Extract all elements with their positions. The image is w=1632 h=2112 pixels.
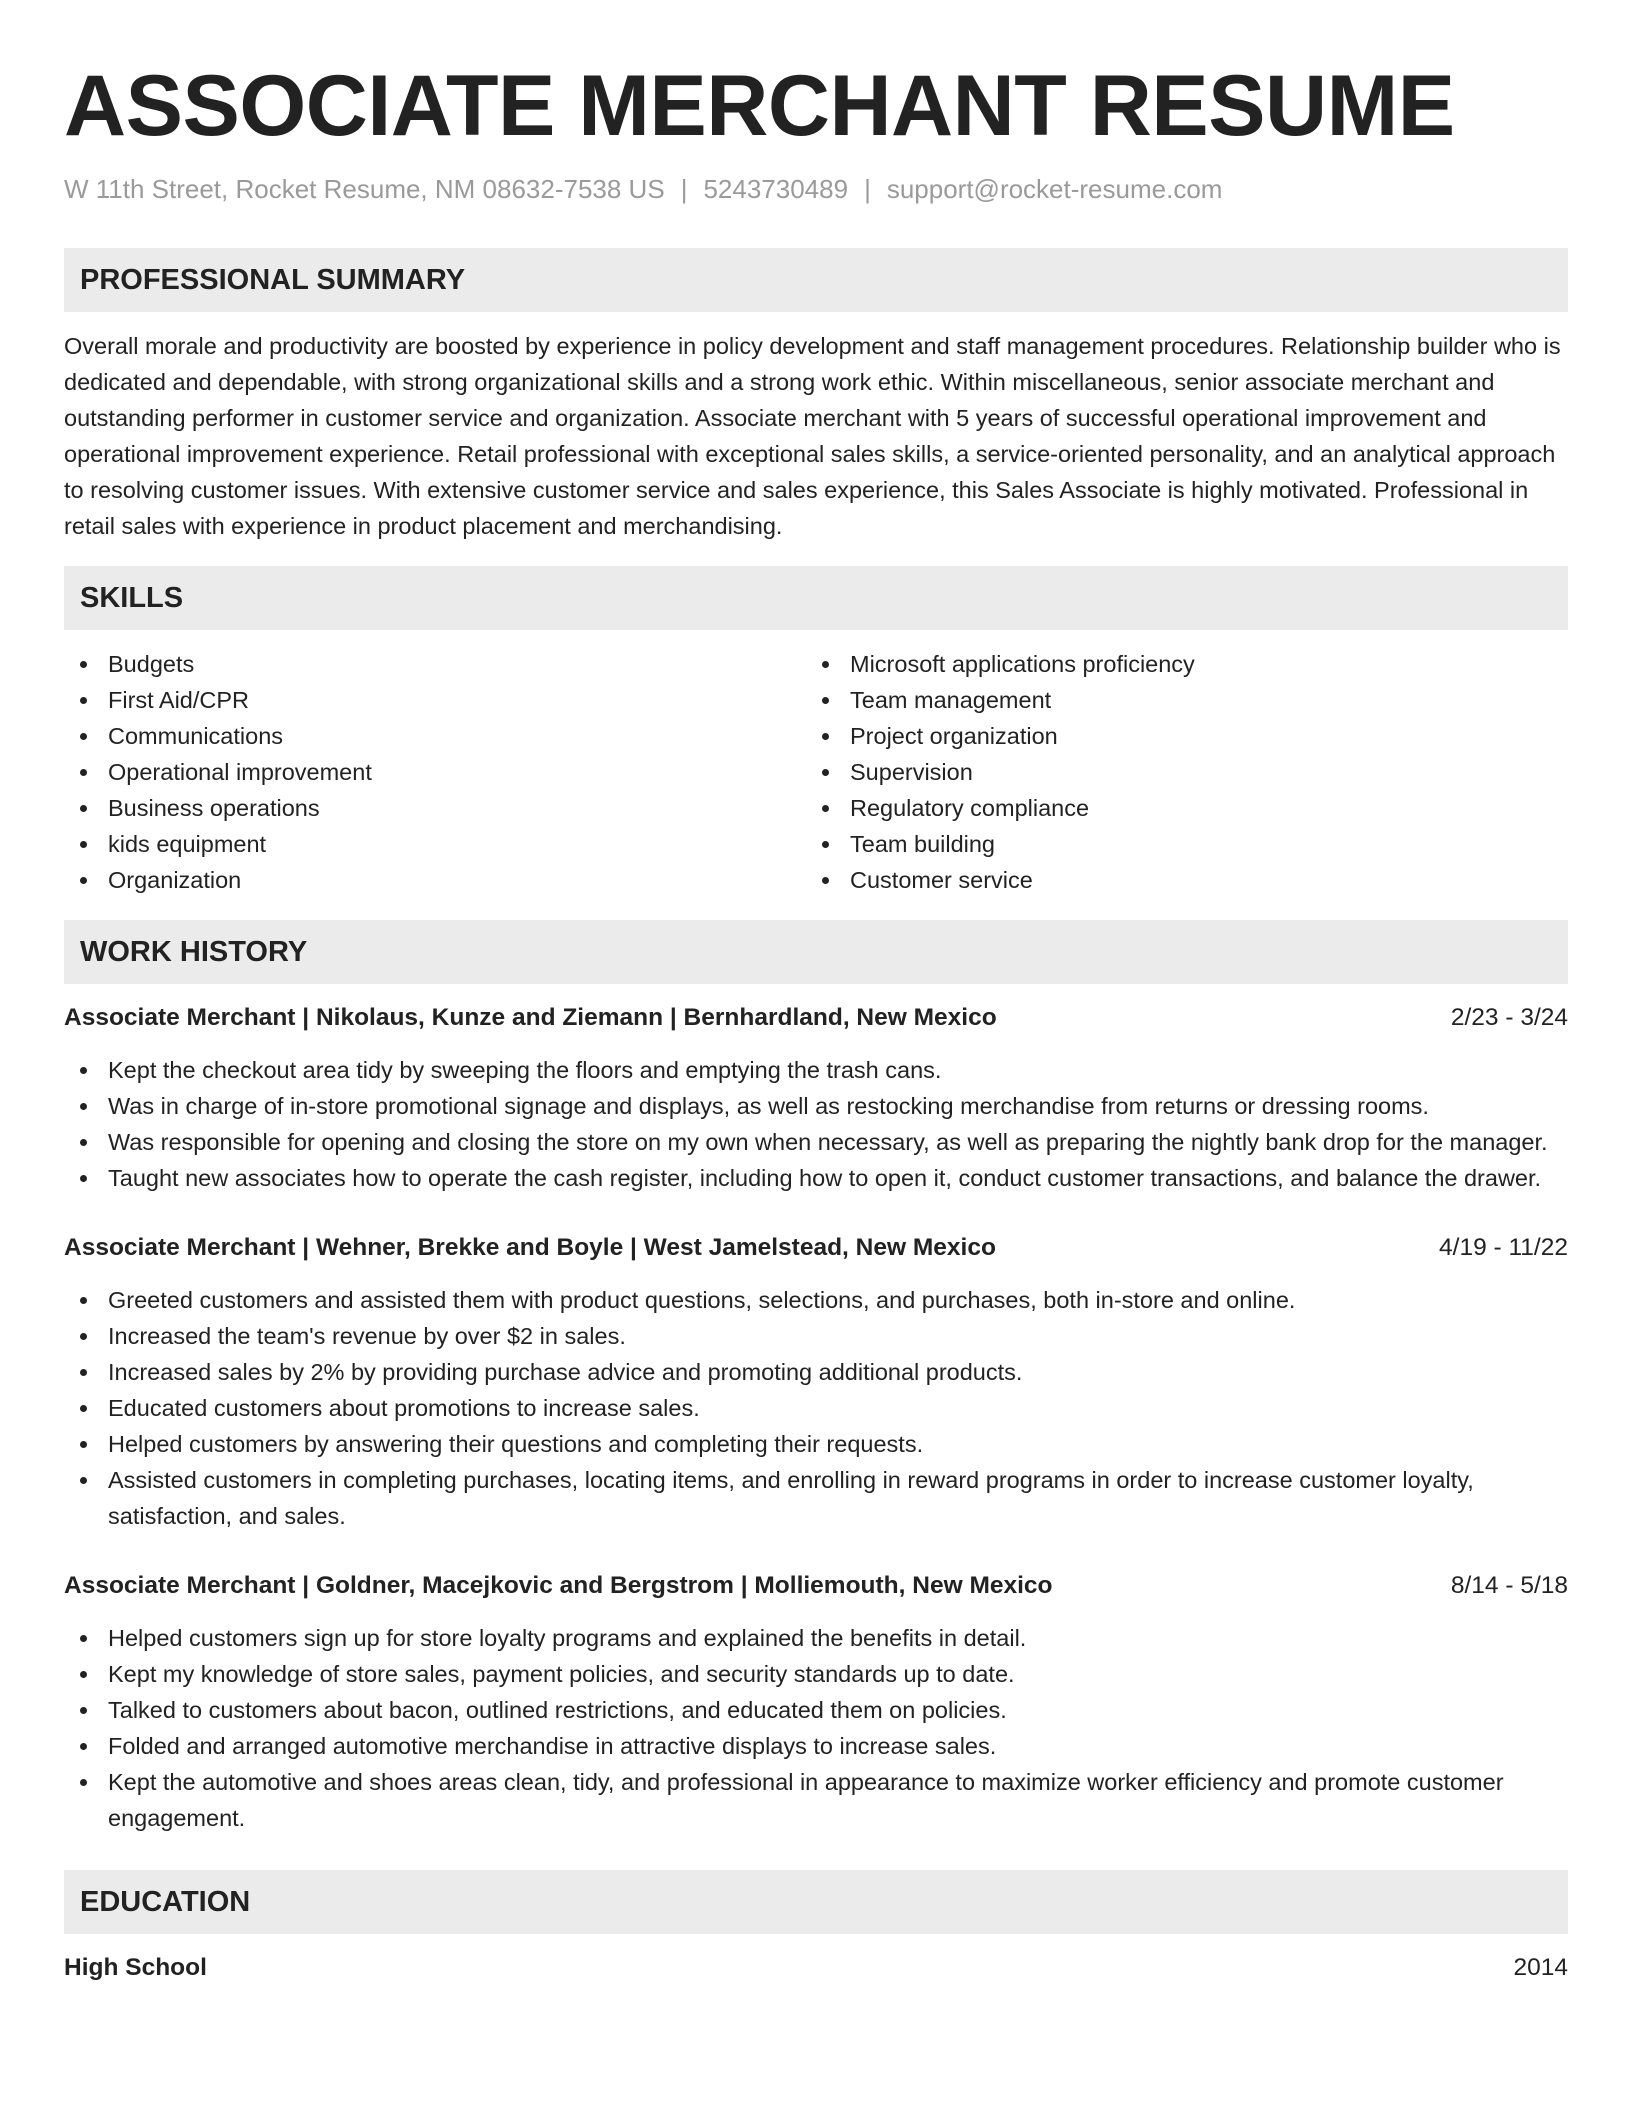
education-year: 2014	[1513, 1954, 1568, 1981]
section-header-skills: SKILLS	[64, 566, 1568, 630]
job-header	[64, 1568, 1568, 1604]
job-entry	[64, 1000, 1568, 1196]
skill-item: Operational improvement	[108, 754, 806, 790]
job-title: Associate Merchant | Wehner, Brekke and Boyle | West Jamelstead, New Mexico	[64, 1234, 996, 1261]
contact-email: support@rocket-resume.com	[886, 174, 1223, 204]
skill-item: Supervision	[850, 754, 1548, 790]
job-bullet: Talked to customers about bacon, outlined restrictions, and educated them on policies.	[108, 1692, 1568, 1728]
job-dates: 8/14 - 5/18	[1450, 1572, 1568, 1599]
job-bullet: Kept my knowledge of store sales, payment policies, and security standards up to date.	[108, 1656, 1568, 1692]
section-header-education: EDUCATION	[64, 1870, 1568, 1934]
job-bullet: Folded and arranged automotive merchandise in attractive displays to increase sales.	[108, 1728, 1568, 1764]
skill-item: Project organization	[850, 718, 1548, 754]
job-header	[64, 1000, 1568, 1036]
resume-page	[64, 0, 1568, 1986]
summary-text: Overall morale and productivity are boosted by experience in policy development and staff management procedures. Relationship builder who is dedicated and dependable, with strong organizational skills and a strong work ethic. Within miscellaneous, senior associate merchant and outstanding performer in customer service and organization. Associate merchant with 5 years of successful operational improvement and operational improvement experience. Retail professional with exceptional sales skills, a service-oriented personality, and an analytical approach to resolving customer issues. With extensive customer service and sales experience, this Sales Associate is highly motivated. Professional in retail sales with experience in product placement and merchandising.	[64, 333, 1561, 539]
job-title: Associate Merchant | Nikolaus, Kunze and Ziemann | Bernhardland, New Mexico	[64, 1004, 997, 1031]
education-degree: High School	[64, 1954, 207, 1981]
education-entry	[64, 1950, 1568, 1986]
section-header-summary: PROFESSIONAL SUMMARY	[64, 248, 1568, 312]
job-entry	[64, 1230, 1568, 1534]
job-bullet: Kept the checkout area tidy by sweeping the floors and emptying the trash cans.	[108, 1052, 1568, 1088]
job-dates: 4/19 - 11/22	[1439, 1234, 1568, 1261]
job-title: Associate Merchant | Goldner, Macejkovic and Bergstrom | Molliemouth, New Mexico	[64, 1572, 1053, 1599]
job-bullet: Greeted customers and assisted them with product questions, selections, and purchases, both in-store and online.	[108, 1282, 1568, 1318]
job-bullets	[64, 1052, 1568, 1196]
skills-column-left	[64, 646, 806, 898]
job-bullet: Helped customers by answering their questions and completing their requests.	[108, 1426, 1568, 1462]
contact-phone: 5243730489	[703, 174, 849, 204]
job-bullet: Kept the automotive and shoes areas clean, tidy, and professional in appearance to maximize worker efficiency and promote customer engagement.	[108, 1764, 1568, 1836]
skill-item: Team building	[850, 826, 1548, 862]
contact-address: W 11th Street, Rocket Resume, NM 08632-7538 US	[64, 174, 665, 204]
skill-item: Budgets	[108, 646, 806, 682]
contact-separator: |	[680, 174, 688, 204]
skill-item: Microsoft applications proficiency	[850, 646, 1548, 682]
skill-item: Regulatory compliance	[850, 790, 1548, 826]
skills-list	[64, 646, 1568, 898]
skills-column-right	[806, 646, 1548, 898]
skill-item: kids equipment	[108, 826, 806, 862]
job-bullet: Educated customers about promotions to increase sales.	[108, 1390, 1568, 1426]
job-bullet: Assisted customers in completing purchases, locating items, and enrolling in reward programs in order to increase customer loyalty, satisfaction, and sales.	[108, 1462, 1568, 1534]
job-bullet: Taught new associates how to operate the cash register, including how to open it, conduct customer transactions, and balance the drawer.	[108, 1160, 1568, 1196]
contact-line	[64, 172, 1568, 206]
job-dates: 2/23 - 3/24	[1450, 1004, 1568, 1031]
job-bullet: Helped customers sign up for store loyalty programs and explained the benefits in detail.	[108, 1620, 1568, 1656]
job-bullets	[64, 1282, 1568, 1534]
skill-item: Communications	[108, 718, 806, 754]
section-header-work: WORK HISTORY	[64, 920, 1568, 984]
job-header	[64, 1230, 1568, 1266]
skill-item: Team management	[850, 682, 1548, 718]
skill-item: Customer service	[850, 862, 1548, 898]
skill-item: Business operations	[108, 790, 806, 826]
job-bullet: Increased sales by 2% by providing purchase advice and promoting additional products.	[108, 1354, 1568, 1390]
job-bullet: Was responsible for opening and closing the store on my own when necessary, as well as preparing the nightly bank drop for the manager.	[108, 1124, 1568, 1160]
job-bullet: Increased the team's revenue by over $2 in sales.	[108, 1318, 1568, 1354]
job-entry	[64, 1568, 1568, 1836]
skill-item: Organization	[108, 862, 806, 898]
skill-item: First Aid/CPR	[108, 682, 806, 718]
job-bullet: Was in charge of in-store promotional signage and displays, as well as restocking merchandise from returns or dressing rooms.	[108, 1088, 1568, 1124]
job-bullets	[64, 1620, 1568, 1836]
contact-separator: |	[864, 174, 871, 204]
resume-title: ASSOCIATE MERCHANT RESUME	[64, 58, 1455, 154]
